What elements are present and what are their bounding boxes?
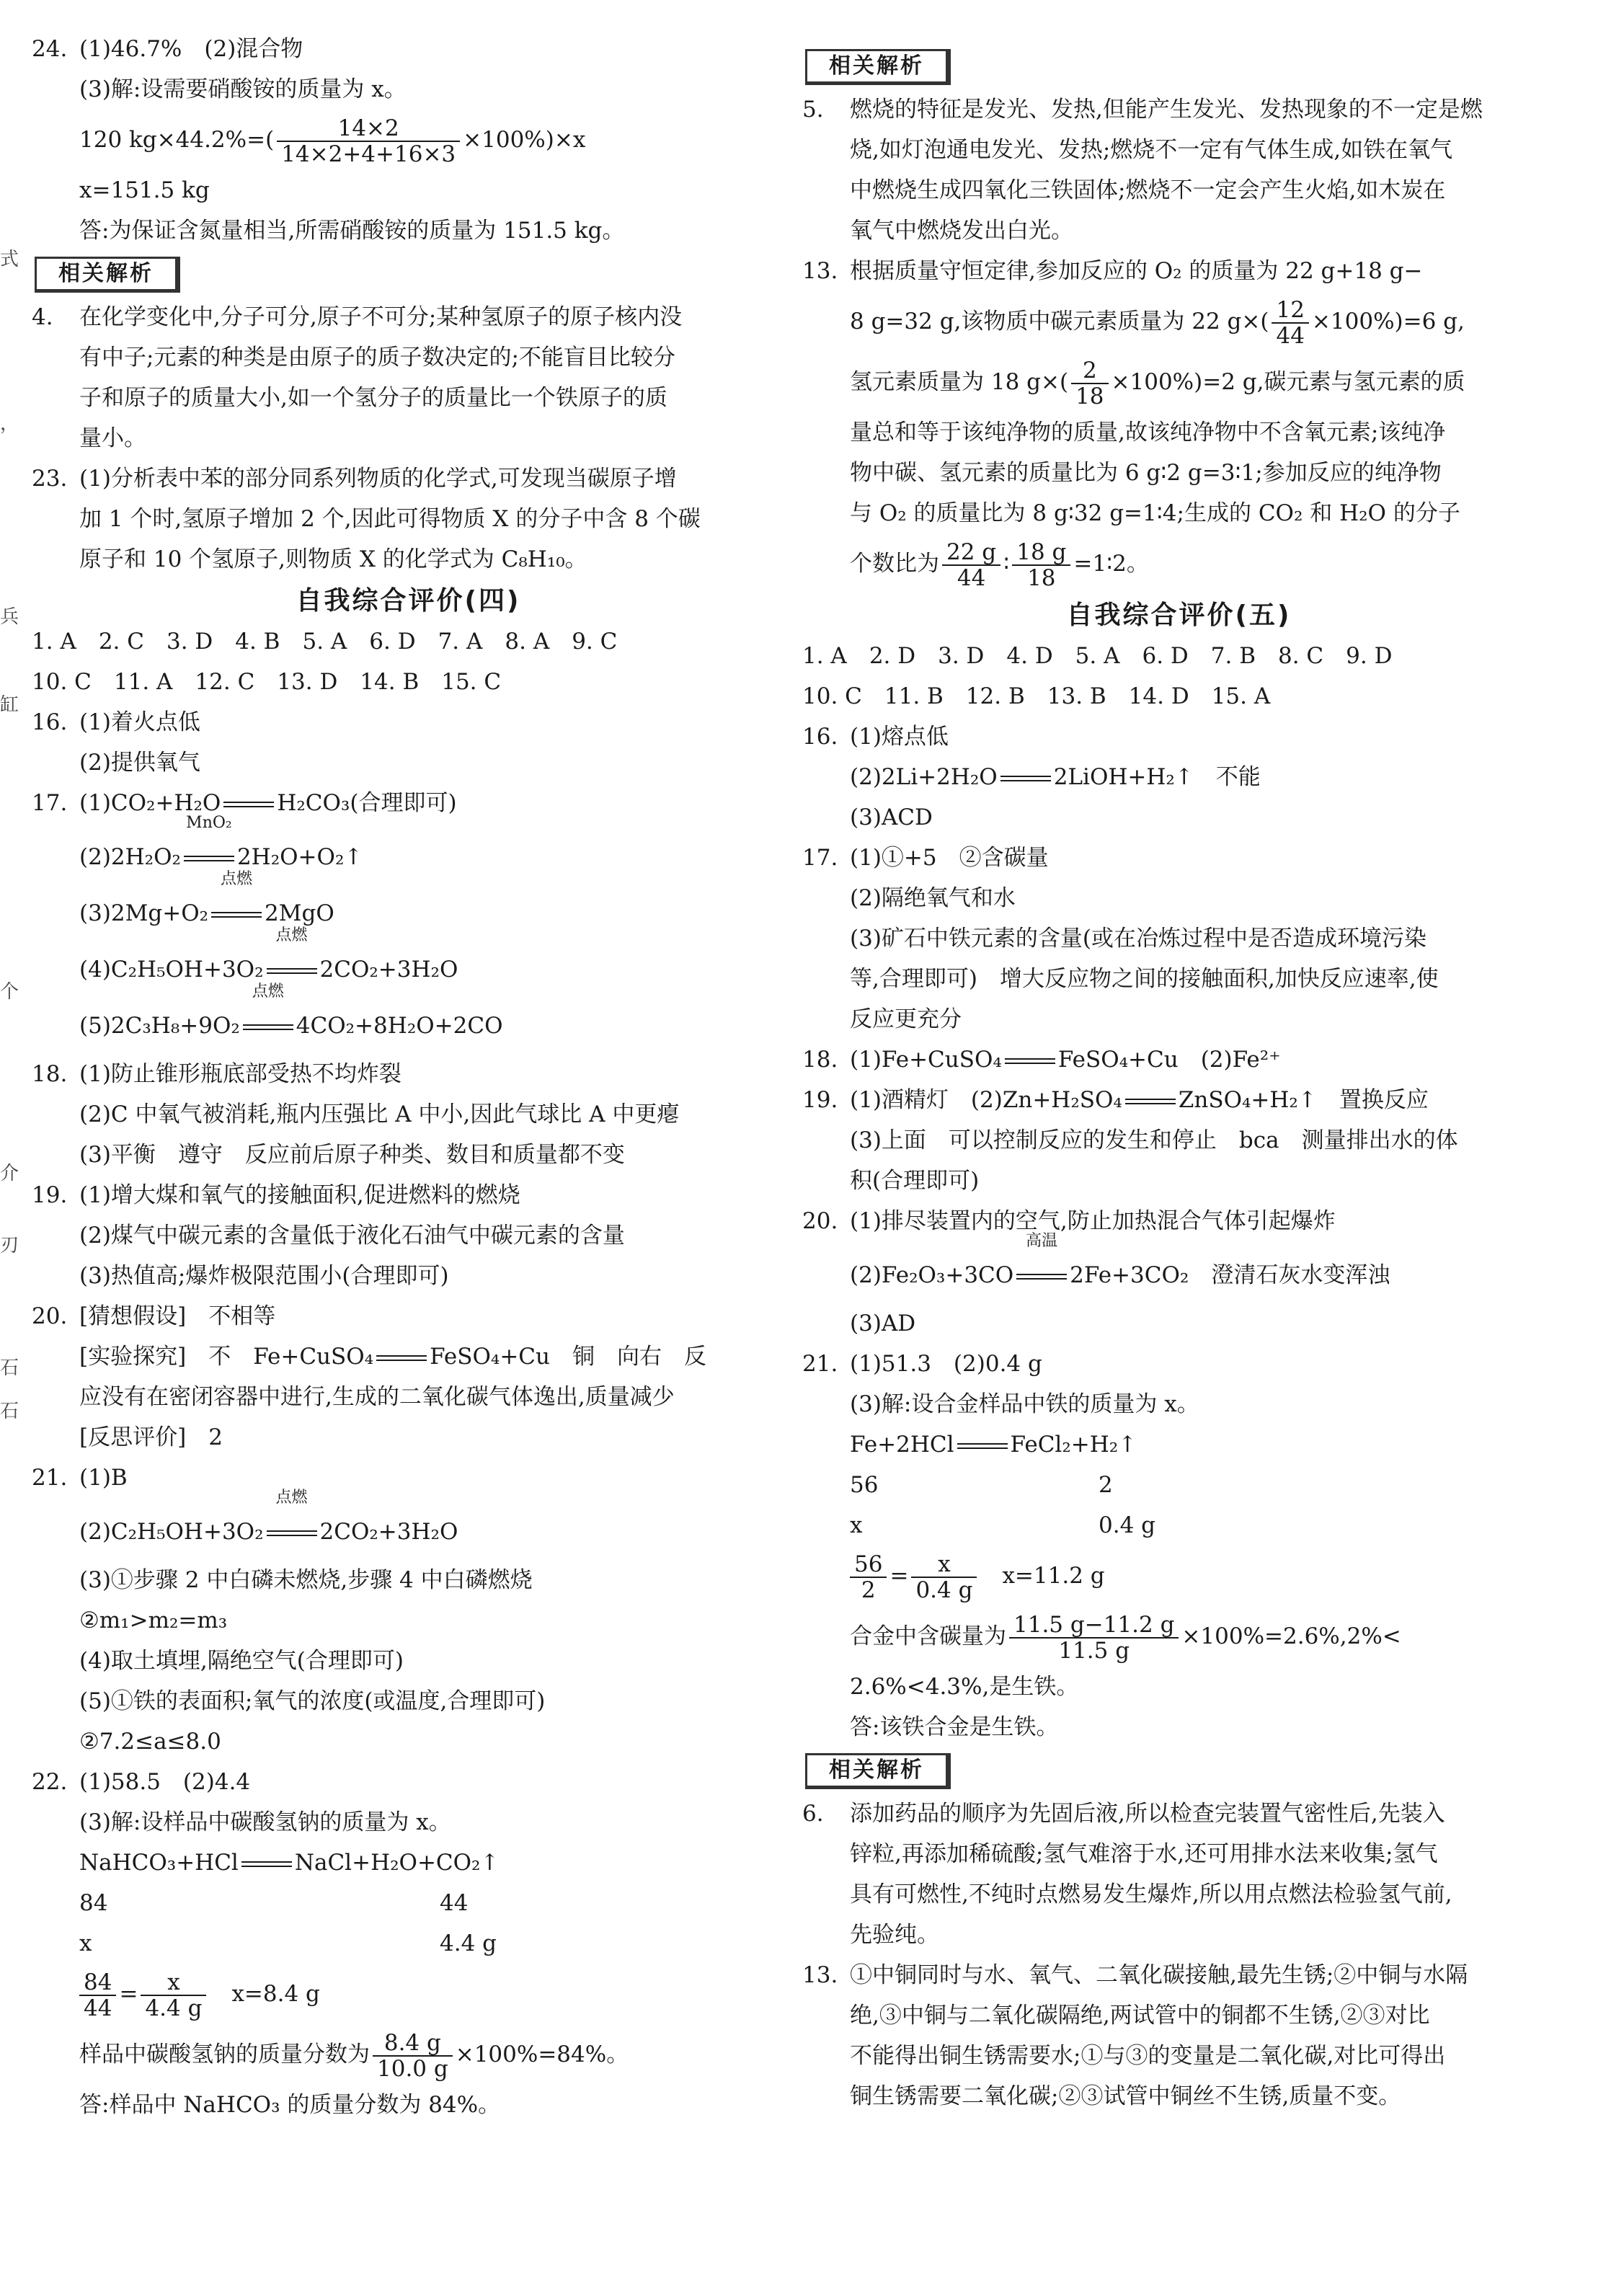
- answer-line: (1)58.5 (2)4.4: [79, 1769, 251, 1795]
- answer-22: [32, 1762, 785, 2125]
- answer-line: [反思评价] 2: [79, 1424, 223, 1450]
- denominator: 44: [84, 1995, 112, 2021]
- explanation-line: 与 O₂ 的质量比为 8 g∶32 g=1∶4;生成的 CO₂ 和 H₂O 的分子: [850, 500, 1460, 526]
- products: NaCl+H₂O+CO₂↑: [294, 1850, 500, 1876]
- condition-text: 点燃: [221, 870, 253, 888]
- fraction: [277, 116, 460, 167]
- equation-line: [79, 814, 785, 885]
- explanation-line: (1)分析表中苯的部分同系列物质的化学式,可发现当碳原子增: [79, 466, 677, 492]
- numerator: 14×2: [277, 116, 460, 142]
- question-number: 16.: [32, 709, 68, 735]
- equals-sign: [957, 1443, 1008, 1449]
- equals-sign: [267, 968, 317, 974]
- multiple-choice-answers: 10. C 11. B 12. B 13. B 14. D 15. A: [802, 683, 1271, 709]
- answer-17: [802, 838, 1556, 1039]
- answer-line: (3)解:设需要硝酸铵的质量为 x。: [79, 76, 407, 102]
- answer-line: (3)①步骤 2 中白磷未燃烧,步骤 4 中白磷燃烧: [79, 1567, 533, 1593]
- numerator: x: [911, 1552, 977, 1578]
- answer-line: (1)排尽装置内的空气,防止加热混合气体引起爆炸: [850, 1208, 1336, 1234]
- ratio-value: x: [79, 1930, 92, 1956]
- explanation-line: 根据质量守恒定律,参加反应的 O₂ 的质量为 22 g+18 g−: [850, 258, 1423, 284]
- right-column: [802, 29, 1556, 2116]
- formula-line: [850, 352, 1556, 412]
- equation-line: [79, 1489, 785, 1560]
- edge-char: ，: [0, 413, 19, 435]
- reactants: (1)CO₂+H₂O: [79, 790, 221, 816]
- ratio-value: 44: [440, 1890, 469, 1916]
- products: 2CO₂+3H₂O: [319, 957, 458, 983]
- answer-20: [802, 1201, 1556, 1344]
- explanation-line: 在化学变化中,分子可分,原子不可分;某种氢原子的原子核内没: [79, 304, 683, 330]
- condition-text: 点燃: [275, 1489, 308, 1507]
- equals-sign: [1005, 1058, 1055, 1064]
- answer-line: 积(合理即可): [850, 1168, 980, 1194]
- formula-text: =1∶2。: [1073, 551, 1149, 577]
- answer-line: (5)①铁的表面积;氧气的浓度(或温度,合理即可): [79, 1688, 546, 1714]
- ratio-line: [850, 1465, 1556, 1505]
- question-number: 24.: [32, 36, 68, 62]
- answer-line: (1)46.7% (2)混合物: [79, 36, 303, 62]
- explanation-line: 具有可燃性,不纯时点燃易发生爆炸,所以用点燃法检验氢气前,: [850, 1881, 1452, 1907]
- explanation-4: [32, 297, 785, 458]
- question-number: 6.: [802, 1801, 824, 1827]
- answer-line: (3)上面 可以控制反应的发生和停止 bca 测量排出水的体: [850, 1127, 1458, 1153]
- products: 2Fe+3CO₂ 澄清石灰水变浑浊: [1070, 1262, 1390, 1288]
- question-number: 20.: [32, 1303, 68, 1329]
- result-text: x=8.4 g: [231, 1981, 320, 2007]
- reaction-condition: [240, 983, 296, 1054]
- analysis-tag: 相关解析: [35, 257, 180, 293]
- reaction-condition: [1013, 1232, 1070, 1303]
- answer-16: [802, 717, 1556, 838]
- answer-line: (3)AD: [850, 1311, 916, 1336]
- reactants: [实验探究] 不 Fe+CuSO₄: [79, 1344, 374, 1370]
- formula-text: 氢元素质量为 18 g×(: [850, 369, 1069, 395]
- condition-text: 点燃: [275, 926, 308, 944]
- formula-line: 个数比为 $\frac{22 g}{44}$ ∶ $\frac{18 g}{18}$ =1∶2。: [850, 538, 1149, 591]
- fraction: [942, 540, 1000, 590]
- answer-line: (2)煤气中碳元素的含量低于液化石油气中碳元素的含量: [79, 1223, 625, 1249]
- condition-text: 高温: [1026, 1232, 1058, 1250]
- denominator: 11.5 g: [1058, 1637, 1130, 1664]
- explanation-13: [802, 251, 1556, 594]
- answer-line: 2.6%<4.3%,是生铁。: [850, 1674, 1079, 1700]
- edge-char: 式: [0, 249, 19, 270]
- answer-19: [802, 1080, 1556, 1201]
- answer-line: (3)ACD: [850, 804, 933, 830]
- answer-line: (3)解:设合金样品中铁的质量为 x。: [850, 1391, 1199, 1417]
- answer-line: 答:该铁合金是生铁。: [850, 1714, 1059, 1740]
- formula-text: 样品中碳酸氢钠的质量分数为: [79, 2041, 370, 2067]
- explanation-13: [802, 1955, 1556, 2116]
- left-column: [32, 29, 785, 2125]
- equation-line: [850, 757, 1556, 797]
- condition-text: 点燃: [252, 983, 284, 1001]
- fraction: [850, 1552, 887, 1602]
- explanation-6: [802, 1794, 1556, 1955]
- proportion-line: $\frac{56}{2}$ = $\frac{x}{0.4 g}$ x=11.2 g: [850, 1546, 1556, 1606]
- question-number: 19.: [32, 1182, 68, 1208]
- answer-17: [32, 783, 785, 1054]
- question-number: 20.: [802, 1208, 838, 1234]
- answer-line: (1)着火点低: [79, 709, 200, 735]
- explanation-line: 不能得出铜生锈需要水;①与③的变量是二氧化碳,对比可得出: [850, 2043, 1446, 2069]
- question-number: 22.: [32, 1769, 68, 1795]
- edge-char: 个: [0, 981, 19, 1003]
- formula-text: ×100%)=6 g,: [1311, 309, 1465, 334]
- explanation-line: 燃烧的特征是发光、发热,但能产生发光、发热现象的不一定是燃: [850, 97, 1483, 123]
- products: FeCl₂+H₂↑: [1010, 1432, 1137, 1458]
- reactants: (2)C₂H₅OH+3O₂: [79, 1519, 264, 1545]
- answer-line: 应没有在密闭容器中进行,生成的二氧化碳气体逸出,质量减少: [79, 1384, 675, 1410]
- explanation-5: [802, 89, 1556, 251]
- products: 4CO₂+8H₂O+2CO: [296, 1013, 503, 1039]
- edge-char: 石: [0, 1357, 19, 1379]
- equation-line: [79, 926, 785, 998]
- explanation-line: ①中铜同时与水、氧气、二氧化碳接触,最先生锈;②中铜与水隔: [850, 1962, 1468, 1988]
- question-number: 23.: [32, 466, 68, 492]
- edge-char: 缸: [0, 694, 19, 716]
- equals-sign: [243, 1024, 293, 1030]
- analysis-tag: 相关解析: [805, 1753, 951, 1789]
- ratio-value: 2: [1099, 1472, 1113, 1498]
- section-title: 自我综合评价(五): [1066, 600, 1292, 630]
- reaction-condition: [208, 870, 265, 941]
- answer-line: (1)增大煤和氧气的接触面积,促进燃料的燃烧: [79, 1182, 520, 1208]
- answer-line: ②m₁>m₂=m₃: [79, 1608, 228, 1633]
- explanation-line: 加 1 个时,氢原子增加 2 个,因此可得物质 X 的分子中含 8 个碳: [79, 506, 701, 532]
- products: FeSO₄+Cu (2)Fe²⁺: [1057, 1047, 1281, 1073]
- numerator: 84: [79, 1970, 116, 1996]
- answer-line: 答:为保证含氮量相当,所需硝酸铵的质量为 151.5 kg。: [79, 218, 625, 244]
- ratio-line: [79, 1883, 785, 1923]
- explanation-line: 原子和 10 个氢原子,则物质 X 的化学式为 C₈H₁₀。: [79, 546, 587, 572]
- answer-18: [802, 1039, 1556, 1080]
- multiple-choice-answers: 10. C 11. A 12. C 13. D 14. B 15. C: [32, 669, 502, 695]
- answer-line: (1)B: [79, 1465, 128, 1491]
- question-number: 13.: [802, 258, 838, 284]
- condition-text: MnO₂: [186, 814, 232, 832]
- denominator: 10.0 g: [377, 2055, 448, 2082]
- formula-line: [850, 291, 1556, 352]
- formula-text: 8 g=32 g,该物质中碳元素质量为 22 g×(: [850, 309, 1269, 334]
- edge-char: 兵: [0, 606, 19, 628]
- equation-line: [850, 1232, 1556, 1303]
- answer-line: (1)51.3 (2)0.4 g: [850, 1351, 1042, 1377]
- reaction-condition: [264, 1489, 320, 1560]
- explanation-line: 氧气中燃烧发出白光。: [850, 218, 1073, 244]
- ratio-value: 84: [79, 1890, 108, 1916]
- denominator: 44: [957, 564, 986, 591]
- answer-24: [32, 29, 785, 251]
- equals-sign: [184, 856, 234, 861]
- formula-text: 个数比为: [850, 551, 939, 577]
- answer-21: [32, 1458, 785, 1762]
- formula-text: 120 kg×44.2%=(: [79, 127, 275, 153]
- equation-line: [79, 983, 785, 1054]
- equals-sign: [1125, 1099, 1176, 1104]
- answer-line: 答:样品中 NaHCO₃ 的质量分数为 84%。: [79, 2092, 501, 2118]
- numerator: 18 g: [1012, 540, 1070, 566]
- ratio-line: [79, 1923, 785, 1964]
- formula-line: [850, 1606, 1556, 1667]
- answer-line: (3)矿石中铁元素的含量(或在冶炼过程中是否造成环境污染: [850, 926, 1427, 952]
- formula-text: ×100%=2.6%,2%<: [1181, 1623, 1401, 1649]
- numerator: 8.4 g: [373, 2031, 453, 2057]
- equation-line: [79, 1336, 785, 1377]
- products: H₂CO₃(合理即可): [277, 790, 457, 816]
- denominator: 2: [861, 1577, 876, 1603]
- explanation-line: 烧,如灯泡通电发光、发热;燃烧不一定有气体生成,如铁在氧气: [850, 137, 1453, 163]
- reactants: Fe+2HCl: [850, 1432, 954, 1458]
- question-number: 21.: [32, 1465, 68, 1491]
- explanation-23: [32, 458, 785, 580]
- section-title: 自我综合评价(四): [296, 586, 521, 616]
- denominator: 18: [1075, 383, 1104, 409]
- answer-line: (1)①+5 ②含碳量: [850, 845, 1049, 871]
- reactants: (5)2C₃H₈+9O₂: [79, 1013, 240, 1039]
- equals-sign: [211, 912, 262, 918]
- formula-text: 合金中含碳量为: [850, 1623, 1006, 1649]
- answer-20: [32, 1296, 785, 1458]
- equals-sign: [376, 1355, 427, 1361]
- question-number: 13.: [802, 1962, 838, 1988]
- reactants: (1)酒精灯 (2)Zn+H₂SO₄: [850, 1087, 1122, 1113]
- explanation-line: 铜生锈需要二氧化碳;②③试管中铜丝不生锈,质量不变。: [850, 2083, 1401, 2109]
- answer-line: (2)C 中氧气被消耗,瓶内压强比 A 中小,因此气球比 A 中更瘪: [79, 1101, 680, 1127]
- denominator: 0.4 g: [915, 1577, 973, 1603]
- denominator: 18: [1027, 564, 1056, 591]
- answer-line: 等,合理即可) 增大反应物之间的接触面积,加快反应速率,使: [850, 966, 1439, 992]
- formula-line: [79, 110, 785, 170]
- answer-line: (2)提供氧气: [79, 750, 200, 776]
- equals-sign: [223, 802, 274, 807]
- question-number: 5.: [802, 97, 824, 123]
- answer-line: x=151.5 kg: [79, 177, 210, 203]
- numerator: 22 g: [942, 540, 1000, 566]
- answer-16: [32, 702, 785, 783]
- answer-line: (2)隔绝氧气和水: [850, 885, 1016, 911]
- fraction: [1012, 540, 1070, 590]
- reactants: (1)Fe+CuSO₄: [850, 1047, 1002, 1073]
- reactants: (4)C₂H₅OH+3O₂: [79, 957, 264, 983]
- result-text: x=11.2 g: [1002, 1563, 1105, 1589]
- numerator: 56: [850, 1552, 887, 1578]
- answer-18: [32, 1054, 785, 1175]
- question-number: 17.: [802, 845, 838, 871]
- fraction: [1071, 358, 1108, 409]
- explanation-line: 子和原子的质量大小,如一个氢分子的质量比一个铁原子的质: [79, 385, 667, 411]
- fraction: [79, 1970, 116, 2021]
- fraction: [373, 2031, 453, 2081]
- question-number: 16.: [802, 724, 838, 750]
- ratio-value: 0.4 g: [1099, 1512, 1155, 1538]
- fraction: [1009, 1613, 1179, 1663]
- equals-sign: [1016, 1274, 1067, 1280]
- reactants: NaHCO₃+HCl: [79, 1850, 239, 1876]
- reactants: (2)2Li+2H₂O: [850, 764, 998, 790]
- explanation-line: 添加药品的顺序为先固后液,所以检查完装置气密性后,先装入: [850, 1801, 1445, 1827]
- products: FeSO₄+Cu 铜 向右 反: [430, 1344, 706, 1370]
- equals-sign: [1000, 776, 1051, 781]
- equation-line: [850, 1039, 1556, 1080]
- fraction: [1272, 298, 1308, 348]
- denominator: 44: [1276, 322, 1305, 349]
- explanation-line: 先验纯。: [850, 1922, 939, 1948]
- formula-line: [79, 2024, 785, 2085]
- answer-line: (3)解:设样品中碳酸氢钠的质量为 x。: [79, 1809, 451, 1835]
- multiple-choice-answers: 1. A 2. D 3. D 4. D 5. A 6. D 7. B 8. C 9. D: [802, 643, 1393, 669]
- answer-line: (4)取土填埋,隔绝空气(合理即可): [79, 1648, 404, 1674]
- explanation-line: 绝,③中铜与二氧化碳隔绝,两试管中的铜都不生锈,②③对比: [850, 2003, 1430, 2029]
- equation-line: [79, 870, 785, 941]
- edge-char: 石: [0, 1401, 19, 1422]
- equation-line: [79, 1843, 785, 1883]
- question-number: 18.: [802, 1047, 838, 1073]
- ratio-line: [850, 1505, 1556, 1546]
- products: 2MgO: [265, 900, 334, 926]
- edge-char: 介: [0, 1163, 19, 1184]
- formula-text: ×100%)=2 g,碳元素与氢元素的质: [1111, 369, 1465, 395]
- equation-line: [850, 1080, 1556, 1120]
- products: 2H₂O+O₂↑: [236, 844, 363, 870]
- explanation-line: 量小。: [79, 425, 146, 451]
- ratio-value: 56: [850, 1472, 879, 1498]
- formula-text: ×100%=84%。: [455, 2041, 629, 2067]
- products: 2LiOH+H₂↑ 不能: [1053, 764, 1261, 790]
- equals-sign: [267, 1530, 317, 1536]
- equals-sign: [241, 1861, 292, 1867]
- denominator: 14×2+4+16×3: [281, 141, 456, 167]
- proportion-line: $\frac{84}{44}$ = $\frac{x}{4.4 g}$ x=8.4 g: [79, 1964, 785, 2024]
- explanation-line: 锌粒,再添加稀硫酸;氢气难溶于水,还可用排水法来收集;氢气: [850, 1841, 1438, 1867]
- reactants: (2)2H₂O₂: [79, 844, 181, 870]
- products: ZnSO₄+H₂↑ 置换反应: [1178, 1087, 1429, 1113]
- formula-text: ×100%)×x: [463, 127, 586, 153]
- answer-line: (1)熔点低: [850, 724, 949, 750]
- numerator: 11.5 g−11.2 g: [1009, 1613, 1179, 1639]
- ratio-value: 4.4 g: [440, 1930, 497, 1956]
- analysis-tag: 相关解析: [805, 49, 951, 85]
- answer-line: (1)防止锥形瓶底部受热不均炸裂: [79, 1061, 401, 1087]
- answer-line: 反应更充分: [850, 1006, 962, 1032]
- answer-line: [猜想假设] 不相等: [79, 1303, 276, 1329]
- question-number: 17.: [32, 790, 68, 816]
- numerator: 2: [1071, 358, 1108, 384]
- denominator: 4.4 g: [145, 1995, 203, 2021]
- fraction: [911, 1552, 977, 1602]
- edge-char: 刃: [0, 1235, 19, 1256]
- question-number: 18.: [32, 1061, 68, 1087]
- numerator: x: [141, 1970, 206, 1996]
- products: 2CO₂+3H₂O: [319, 1519, 458, 1545]
- numerator: 12: [1272, 298, 1308, 324]
- question-number: 21.: [802, 1351, 838, 1377]
- reactants: (2)Fe₂O₃+3CO: [850, 1262, 1014, 1288]
- explanation-line: 中燃烧生成四氧化三铁固体;燃烧不一定会产生火焰,如木炭在: [850, 177, 1446, 203]
- question-number: 19.: [802, 1087, 838, 1113]
- reactants: (3)2Mg+O₂: [79, 900, 209, 926]
- multiple-choice-answers: 1. A 2. C 3. D 4. B 5. A 6. D 7. A 8. A 9. C: [32, 629, 618, 655]
- answer-line: ②7.2≤a≤8.0: [79, 1729, 221, 1755]
- answer-19: [32, 1175, 785, 1296]
- question-number: 4.: [32, 304, 53, 330]
- equation-line: [850, 1424, 1556, 1465]
- explanation-line: 有中子;元素的种类是由原子的质子数决定的;不能盲目比较分: [79, 345, 675, 371]
- fraction: [141, 1970, 206, 2021]
- answer-21: [802, 1344, 1556, 1747]
- ratio-value: x: [850, 1512, 863, 1538]
- answer-line: (3)热值高;爆炸极限范围小(合理即可): [79, 1263, 449, 1289]
- explanation-line: 量总和等于该纯净物的质量,故该纯净物中不含氧元素;该纯净: [850, 420, 1446, 445]
- explanation-line: 物中碳、氢元素的质量比为 6 g∶2 g=3∶1;参加反应的纯净物: [850, 460, 1442, 486]
- answer-line: (3)平衡 遵守 反应前后原子种类、数目和质量都不变: [79, 1142, 625, 1168]
